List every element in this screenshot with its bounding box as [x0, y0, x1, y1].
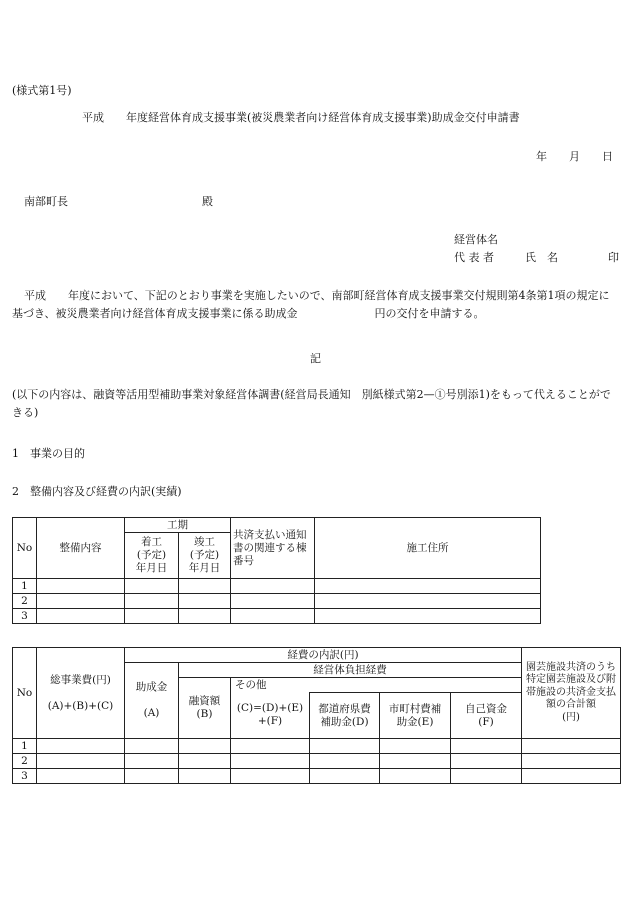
- row-number: 1: [13, 579, 37, 594]
- substitution-note: (以下の内容は、融資等活用型補助事業対象経営体調書(経営局長通知 別紙様式第2—①号別添1)をもって代えることができる): [12, 388, 611, 419]
- cell[interactable]: [179, 754, 231, 769]
- cell[interactable]: [37, 579, 125, 594]
- cell[interactable]: [522, 739, 621, 754]
- org-name-label: 経営体名: [454, 233, 498, 246]
- form-number: (様式第1号): [12, 84, 72, 97]
- header-total-cost: 総事業費(円) (A)+(B)+(C): [37, 648, 125, 739]
- row-number: 2: [13, 594, 37, 609]
- header-start-date: 着工 (予定) 年月日: [125, 533, 179, 579]
- cell[interactable]: [231, 769, 310, 784]
- document-title: 平成 年度経営体育成支援事業(被災農業者向け経営体育成支援事業)助成金交付申請書: [82, 111, 520, 124]
- cell[interactable]: [179, 609, 231, 624]
- section-purpose: 1 事業の目的: [12, 447, 85, 460]
- header-no: No: [13, 518, 37, 579]
- name-label: 氏 名: [525, 251, 558, 264]
- cell[interactable]: [179, 739, 231, 754]
- header-work-content: 整備内容: [37, 518, 125, 579]
- cell[interactable]: [231, 594, 315, 609]
- cell[interactable]: [451, 769, 522, 784]
- cell[interactable]: [451, 739, 522, 754]
- seal-mark: 印: [608, 251, 619, 264]
- cell[interactable]: [315, 609, 541, 624]
- cell[interactable]: [125, 609, 179, 624]
- row-number: 2: [13, 754, 37, 769]
- cell[interactable]: [310, 769, 380, 784]
- cell[interactable]: [231, 739, 310, 754]
- cell[interactable]: [125, 739, 179, 754]
- header-mutual-aid-total: 園芸施設共済のうち特定園芸施設及び附帯施設の共済金支払額の合計額 (円): [522, 648, 621, 739]
- application-body: 平成 年度において、下記のとおり事業を実施したいので、南部町経営体育成支援事業交付規則第4条第1項の規定に基づき、被災農業者向け経営体育成支援事業に係る助成金 円の交付を申請する。: [12, 289, 610, 320]
- cell[interactable]: [310, 754, 380, 769]
- cell[interactable]: [37, 769, 125, 784]
- representative-label: 代 表 者: [454, 251, 494, 264]
- cell[interactable]: [380, 769, 451, 784]
- cell[interactable]: [179, 769, 231, 784]
- header-subsidy: 助成金 (A): [125, 663, 179, 739]
- row-number: 3: [13, 769, 37, 784]
- cell[interactable]: [380, 739, 451, 754]
- cell[interactable]: [37, 609, 125, 624]
- cell[interactable]: [380, 754, 451, 769]
- cell[interactable]: [451, 754, 522, 769]
- section-breakdown: 2 整備内容及び経費の内訳(実績): [12, 485, 182, 498]
- header-cost-breakdown: 経費の内訳(円): [125, 648, 522, 663]
- cell[interactable]: [310, 739, 380, 754]
- header-prefecture-subsidy: 都道府県費 補助金(D): [310, 693, 380, 739]
- cell[interactable]: [125, 579, 179, 594]
- header-operator-burden: 経営体負担経費: [179, 663, 522, 678]
- cell[interactable]: [179, 594, 231, 609]
- cell[interactable]: [231, 579, 315, 594]
- cell[interactable]: [315, 579, 541, 594]
- cell[interactable]: [315, 594, 541, 609]
- work-content-table: [12, 517, 541, 624]
- cell[interactable]: [37, 739, 125, 754]
- cell[interactable]: [37, 754, 125, 769]
- cell[interactable]: [231, 754, 310, 769]
- header-address: 施工住所: [315, 518, 541, 579]
- cell[interactable]: [522, 754, 621, 769]
- ki-heading: 記: [310, 352, 321, 365]
- header-own-funds: 自己資金 (F): [451, 693, 522, 739]
- header-period: 工期: [125, 518, 231, 533]
- cost-breakdown-table: [12, 647, 621, 784]
- honorific: 殿: [202, 195, 213, 208]
- row-number: 1: [13, 739, 37, 754]
- cell[interactable]: [522, 769, 621, 784]
- cell[interactable]: [125, 754, 179, 769]
- cell[interactable]: [125, 594, 179, 609]
- date-line: 年 月 日: [536, 150, 613, 163]
- row-number: 3: [13, 609, 37, 624]
- header-other-formula: (C)=(D)+(E) +(F): [231, 693, 310, 739]
- header-loan: 融資額 (B): [179, 678, 231, 739]
- header-notice-number: 共済支払い通知書の関連する棟番号: [231, 518, 315, 579]
- header-no: No: [13, 648, 37, 739]
- cell[interactable]: [231, 609, 315, 624]
- header-other: その他: [231, 678, 522, 693]
- header-municipal-subsidy: 市町村費補 助金(E): [380, 693, 451, 739]
- addressee: 南部町長: [24, 195, 68, 208]
- cell[interactable]: [37, 594, 125, 609]
- header-end-date: 竣工 (予定) 年月日: [179, 533, 231, 579]
- cell[interactable]: [179, 579, 231, 594]
- cell[interactable]: [125, 769, 179, 784]
